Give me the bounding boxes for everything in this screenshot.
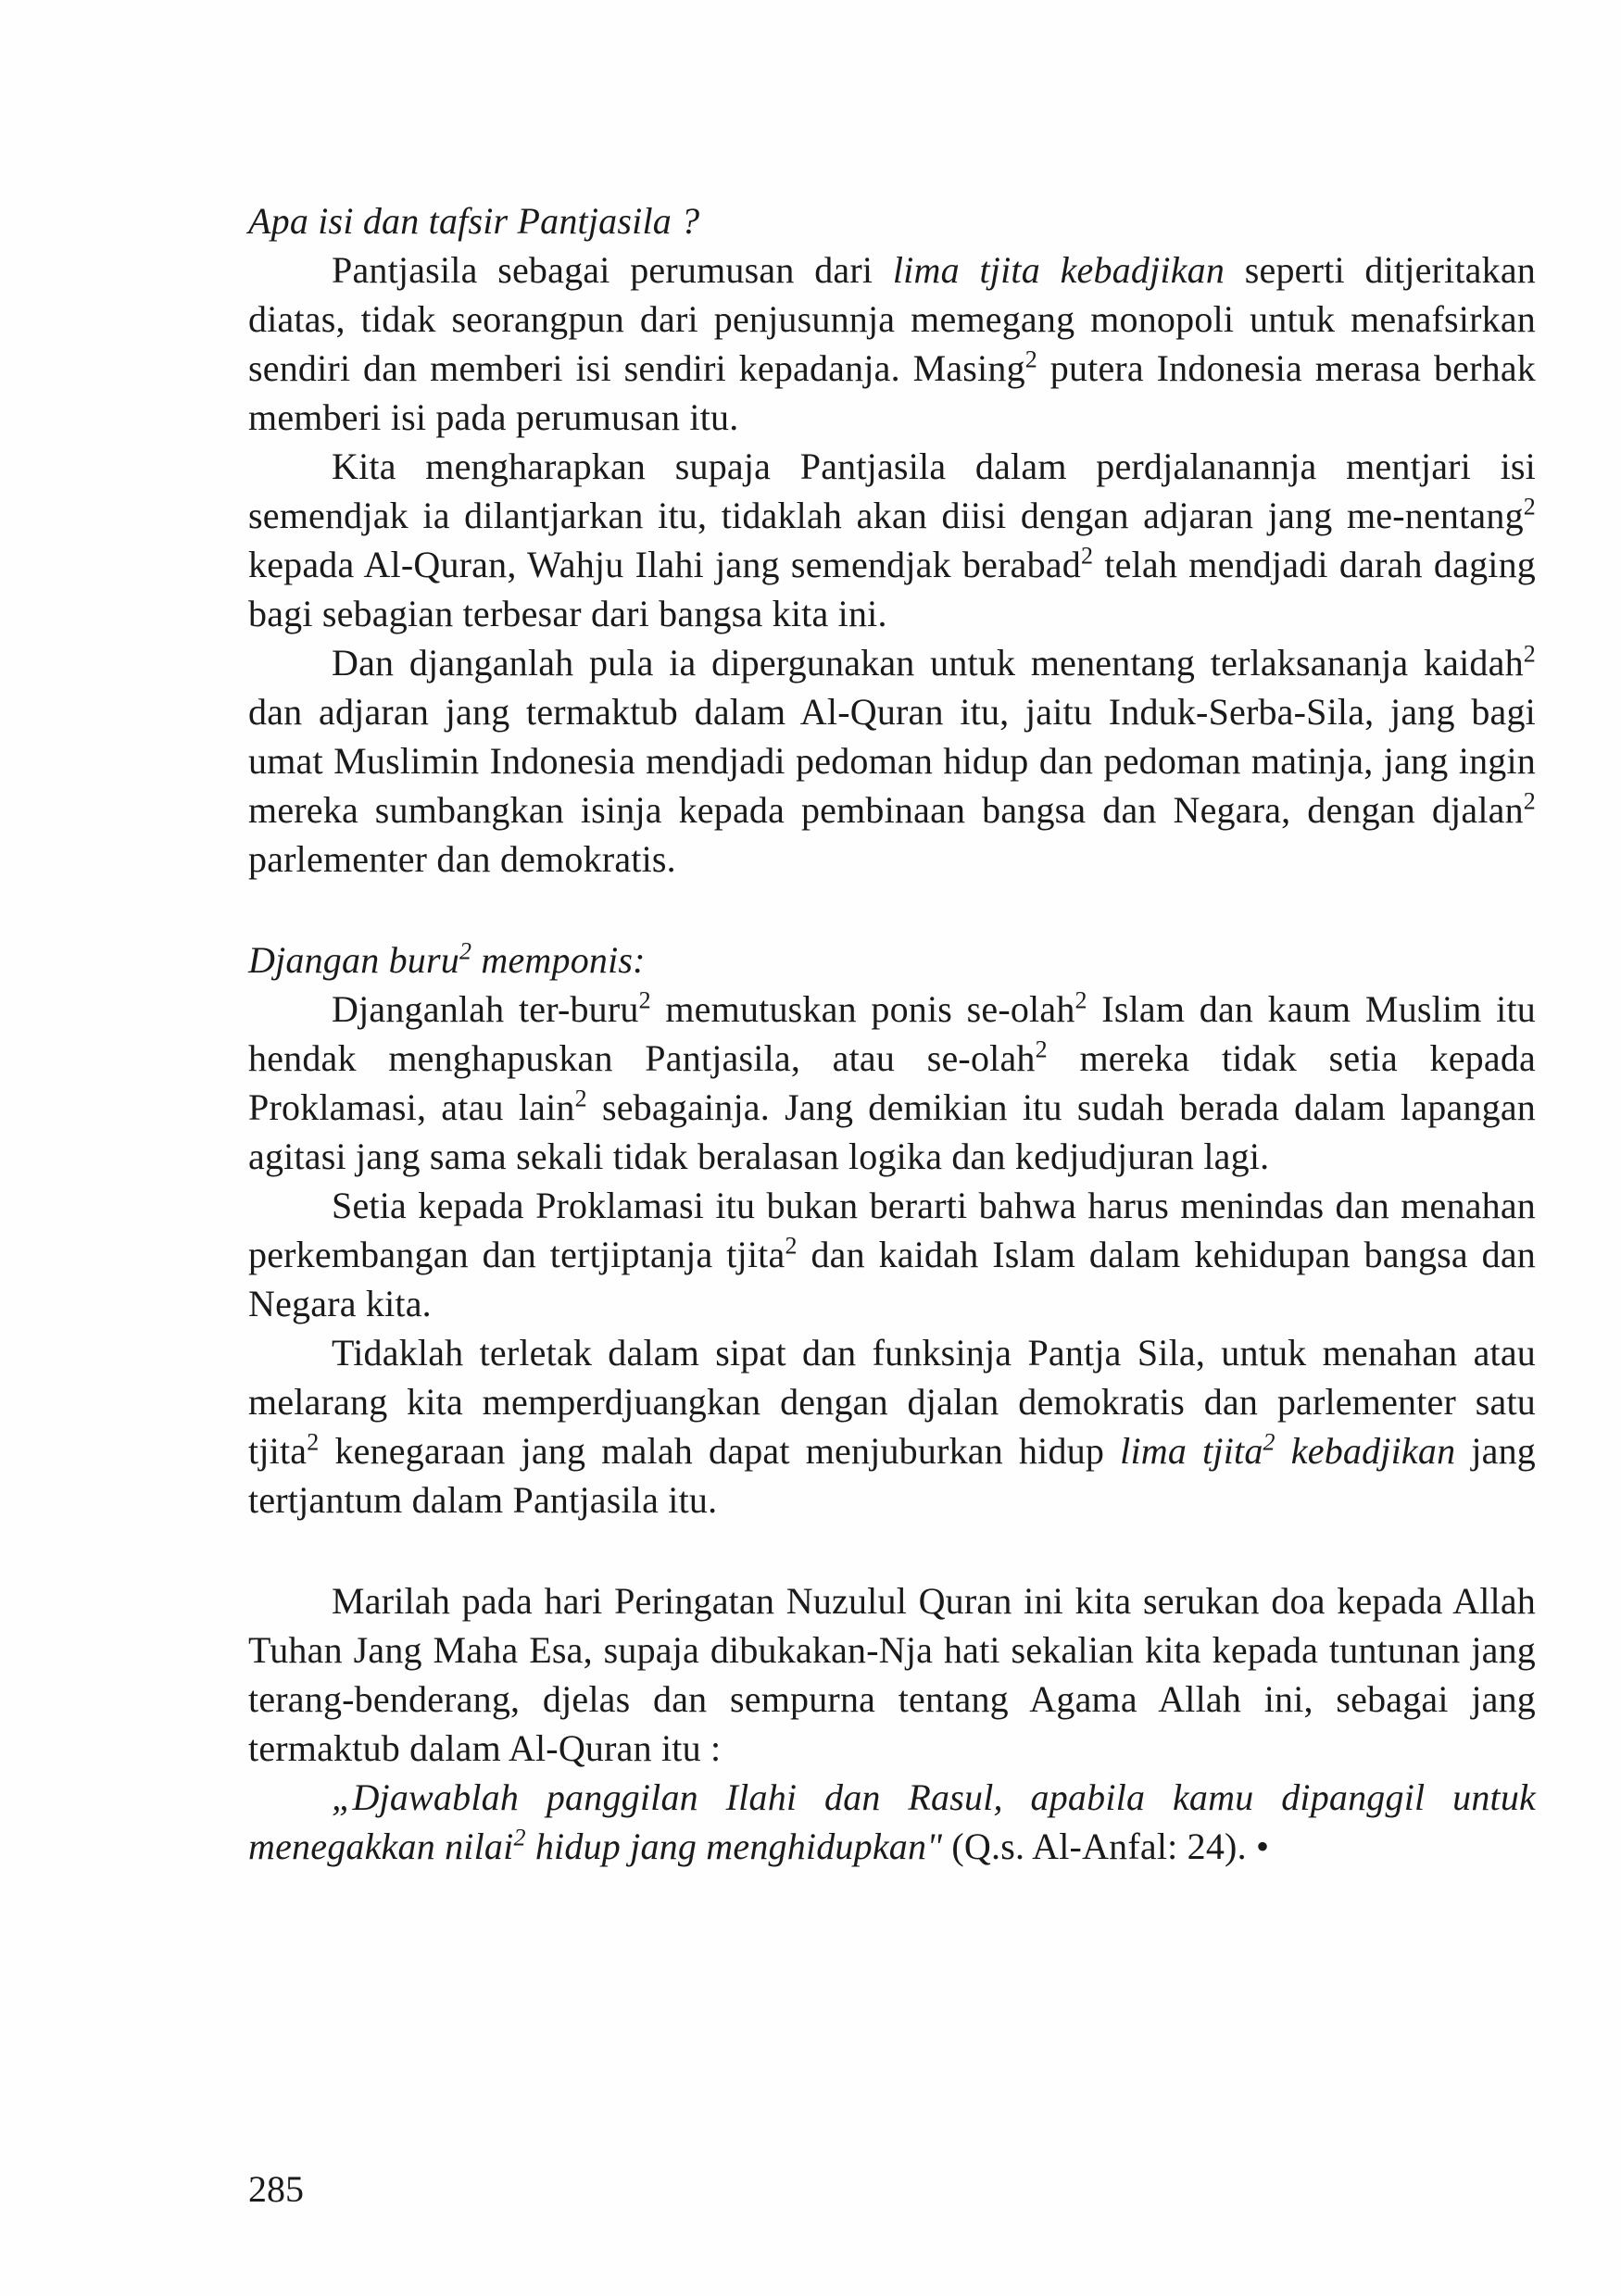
paragraph bbox=[248, 638, 1536, 884]
text-segment: Apa isi dan tafsir Pantjasila ? bbox=[248, 200, 700, 242]
text-segment: 2 bbox=[1263, 1428, 1275, 1456]
text-segment: 2 bbox=[513, 1824, 526, 1851]
text-segment: 2 bbox=[1080, 542, 1094, 570]
text-segment: hidup jang menghidupkan" bbox=[525, 1826, 943, 1867]
text-segment: parlementer dan demokratis. bbox=[248, 838, 676, 880]
text-segment: sebagainja. Jang demikian itu sudah berada dalam lapangan agitasi jang sama sekali tidak beralasan logika dan kedjudjuran lagi. bbox=[248, 1086, 1536, 1177]
text-block bbox=[248, 196, 1536, 1871]
text-segment: 2 bbox=[459, 937, 472, 965]
text-segment: „Djawablah panggilan Ilahi dan Rasul, apabila kamu dipanggil untuk menegakkan nilai bbox=[248, 1776, 1536, 1867]
text-segment: Djanganlah ter-buru bbox=[332, 988, 639, 1030]
text-segment: 2 bbox=[1523, 787, 1536, 815]
text-segment: 2 bbox=[1024, 345, 1037, 373]
text-segment: Pantjasila sebagai perumusan dari bbox=[332, 249, 893, 291]
text-segment: 2 bbox=[1523, 493, 1536, 521]
text-segment: Djangan buru bbox=[248, 939, 459, 981]
paragraph bbox=[248, 442, 1536, 638]
text-segment: dan adjaran jang termaktub dalam Al-Quran itu, jaitu Induk-Serba-Sila, jang bagi umat Muslimin Indonesia mendjadi pedoman hidup dan pedoman matinja, jang ingin mereka sumbangkan isinja kepada pembinaan bangsa dan Negara, dengan djalan bbox=[248, 691, 1536, 831]
text-segment: memponis: bbox=[471, 939, 646, 981]
text-segment: 2 bbox=[307, 1428, 320, 1456]
text-segment: mereka tidak setia kepada Proklamasi, atau lain bbox=[248, 1037, 1536, 1128]
page-number: 285 bbox=[248, 2168, 304, 2210]
text-segment: lima tjita bbox=[1120, 1430, 1263, 1472]
paragraph bbox=[248, 985, 1536, 1181]
section-heading-tafsir bbox=[248, 196, 1536, 245]
text-segment: Dan djanganlah pula ia dipergunakan untuk menentang terlaksananja kaidah bbox=[332, 642, 1524, 684]
text-segment: Tidaklah terletak dalam sipat dan funksinja Pantja Sila, untuk menahan atau melarang kita memperdjuangkan dengan djalan demokratis dan parlementer satu tjita bbox=[248, 1332, 1536, 1472]
paragraph bbox=[248, 1181, 1536, 1328]
text-segment: Kita mengharapkan supaja Pantjasila dalam perdjalanannja mentjari isi semendjak ia dilantjarkan itu, tidaklah akan diisi dengan adjaran jang me-nentang bbox=[248, 445, 1536, 536]
text-segment: Marilah pada hari Peringatan Nuzulul Quran ini kita serukan doa kepada Allah Tuhan Jang Maha Esa, supaja dibukakan-Nja hati sekalian kita kepada tuntunan jang terang-benderang, djelas dan sempurna tentang Agama Allah ini, sebagai jang termaktub dalam Al-Quran itu : bbox=[248, 1580, 1536, 1769]
text-segment: Islam dan kaum Muslim itu hendak menghapuskan Pantjasila, atau se-olah bbox=[248, 988, 1537, 1079]
paragraph bbox=[248, 245, 1536, 442]
text-segment: lima tjita kebadjikan bbox=[892, 249, 1225, 291]
text-segment: 2 bbox=[785, 1232, 798, 1260]
paragraph bbox=[248, 1328, 1536, 1524]
text-segment: Setia kepada Proklamasi itu bukan berarti bahwa harus menindas dan menahan perkembangan dan tertjiptanja tjita bbox=[248, 1185, 1536, 1275]
text-segment: putera Indonesia merasa berhak memberi isi pada perumusan itu. bbox=[248, 347, 1536, 438]
text-segment: kepada Al-Quran, Wahju Ilahi jang semendjak berabad bbox=[248, 544, 1081, 585]
text-segment: dan kaidah Islam dalam kehidupan bangsa dan Negara kita. bbox=[248, 1234, 1537, 1324]
text-segment: 2 bbox=[1035, 1035, 1048, 1063]
text-segment: 2 bbox=[638, 986, 651, 1014]
section-heading-memponis bbox=[248, 935, 1536, 985]
text-segment: 2 bbox=[574, 1085, 587, 1112]
text-segment: kenegaraan jang malah dapat menjuburkan hidup bbox=[319, 1430, 1121, 1472]
text-segment: memutuskan ponis se-olah bbox=[650, 988, 1075, 1030]
text-segment: jang tertjantum dalam Pantjasila itu. bbox=[248, 1430, 1536, 1521]
paragraph bbox=[248, 1576, 1536, 1773]
paragraph bbox=[248, 1773, 1536, 1871]
text-segment: telah mendjadi darah daging bagi sebagian terbesar dari bangsa kita ini. bbox=[248, 544, 1536, 634]
text-segment: 2 bbox=[1074, 986, 1087, 1014]
text-segment: seperti ditjeritakan diatas, tidak seorangpun dari penjusunnja memegang monopoli untuk menafsirkan sendiri dan memberi isi sendiri kepadanja. Masing bbox=[248, 249, 1536, 389]
text-segment: (Q.s. Al-Anfal: 24). • bbox=[942, 1826, 1270, 1867]
text-segment: 2 bbox=[1523, 640, 1536, 668]
text-segment: kebadjikan bbox=[1275, 1430, 1456, 1472]
